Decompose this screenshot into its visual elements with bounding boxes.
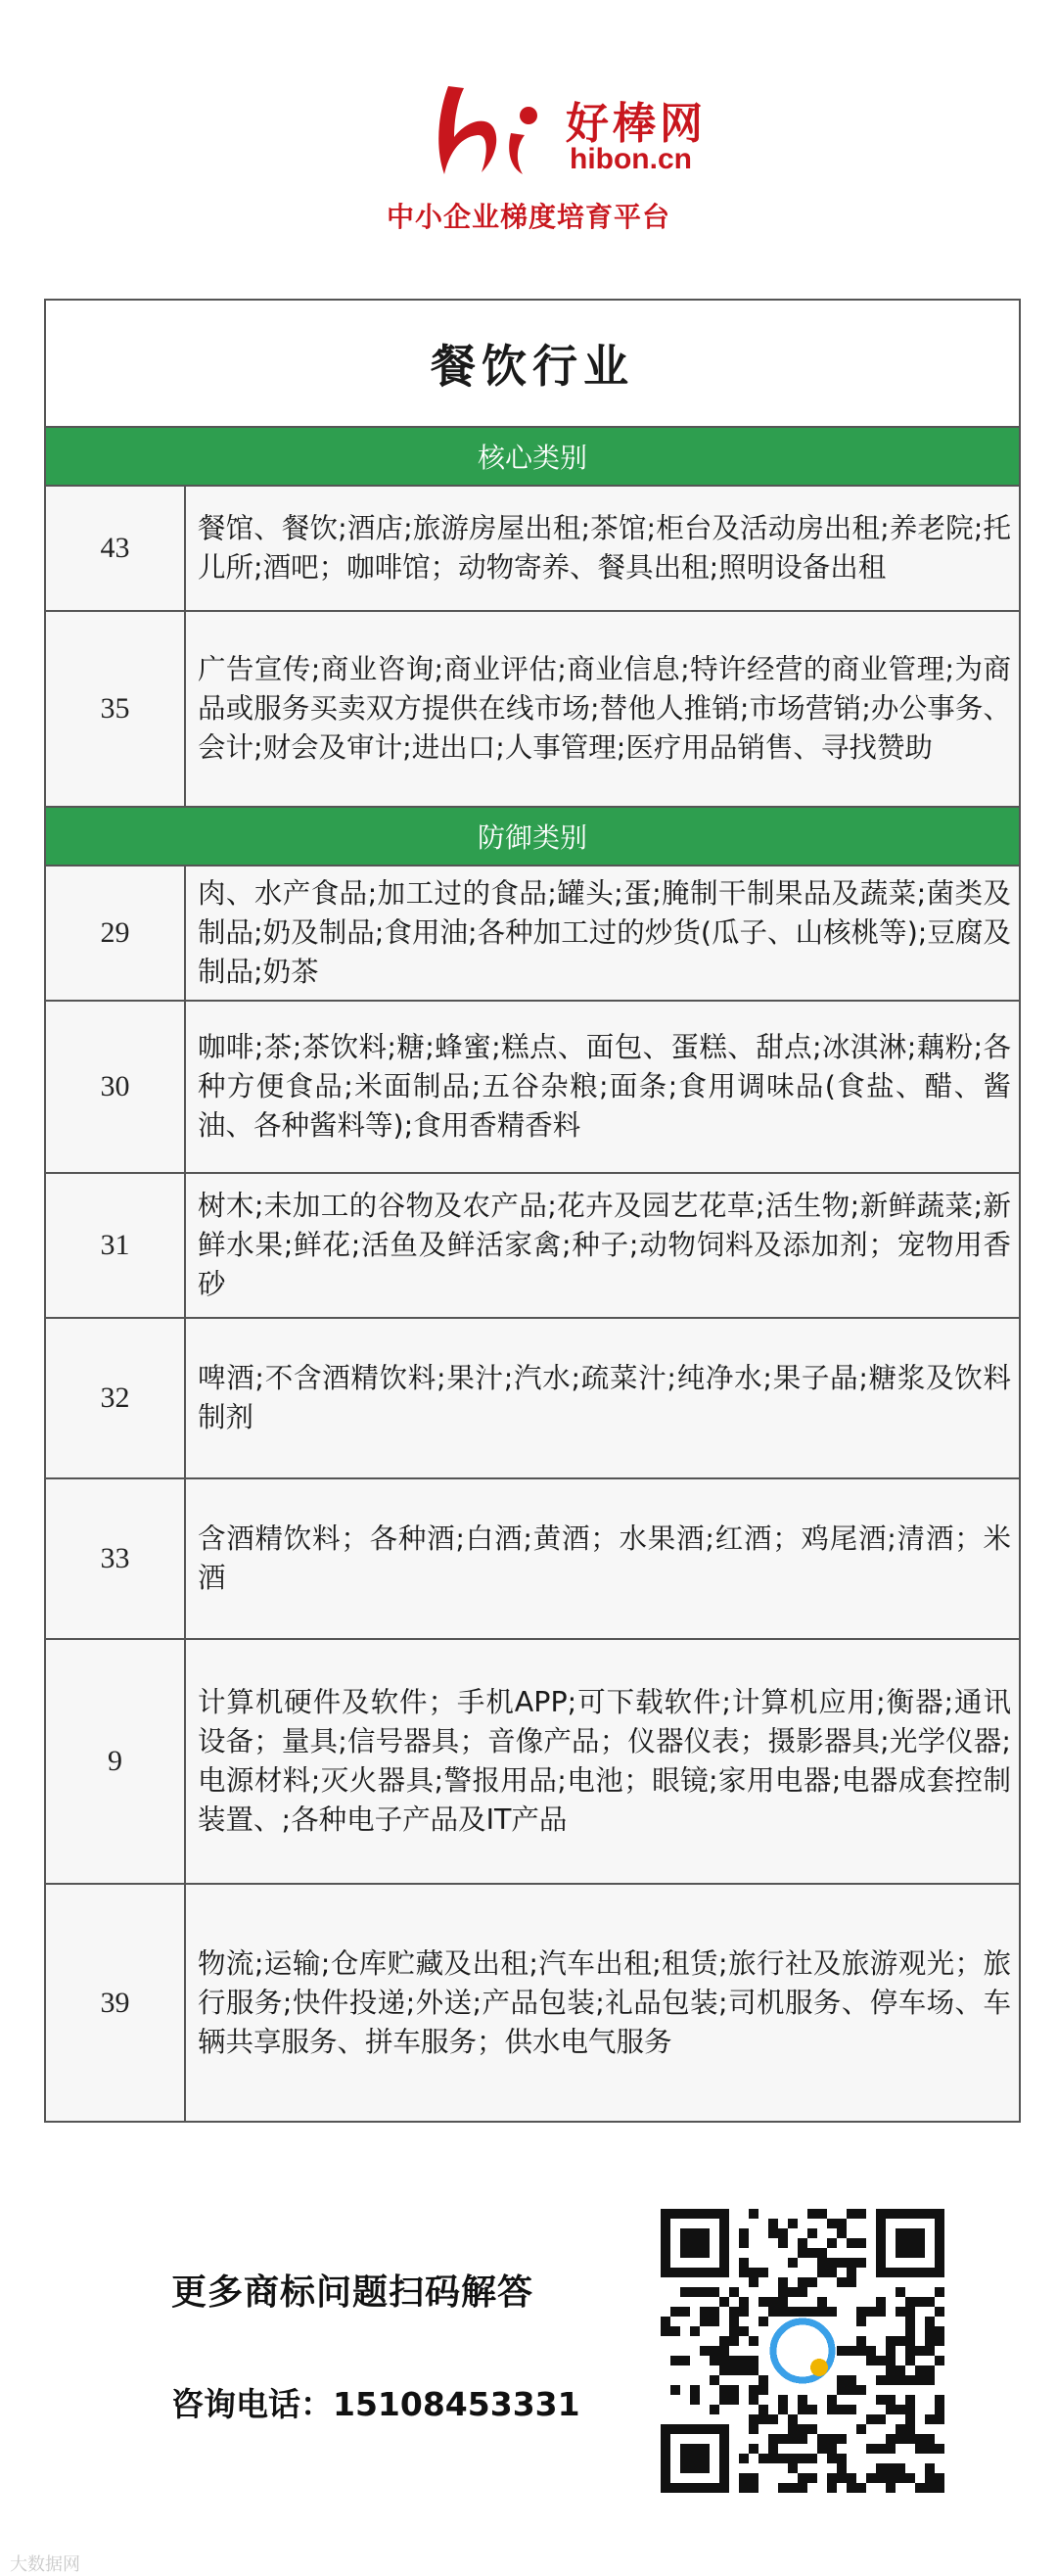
class-number: 32 — [46, 1319, 186, 1477]
class-number: 43 — [46, 487, 186, 610]
class-description: 含酒精饮料；各种酒;白酒;黄酒；水果酒;红酒；鸡尾酒;清酒；米酒 — [198, 1522, 1011, 1594]
table-row — [46, 1640, 1019, 1885]
table-row — [46, 1002, 1019, 1174]
brand-name: 好棒网 — [566, 99, 707, 149]
class-description: 计算机硬件及软件；手机APP;可下载软件;计算机应用;衡器;通讯设备；量具;信号器具；音像产品；仪器仪表；摄影器具;光学仪器;电源材料;灭火器具;警报用品;电池；眼镜;家用电器;电器成套控制装置、;各种电子产品及IT产品 — [198, 1686, 1011, 1836]
table-row — [46, 866, 1019, 1002]
class-description: 啤酒;不含酒精饮料;果汁;汽水;疏菜汁;纯净水;果子晶;糖浆及饮料制剂 — [198, 1362, 1011, 1433]
class-number: 9 — [46, 1640, 186, 1883]
table-row — [46, 1174, 1019, 1319]
class-description: 物流;运输;仓库贮藏及出租;汽车出租;租赁;旅行社及旅游观光；旅行服务;快件投递;外送;产品包装;礼品包装;司机服务、停车场、车辆共享服务、拼车服务；供水电气服务 — [198, 1946, 1011, 2058]
brand-domain: hibon.cn — [570, 143, 692, 175]
qr-caption: 更多商标问题扫码解答 — [171, 2272, 534, 2313]
footer — [0, 2123, 1057, 2573]
section-header-defensive: 防御类别 — [46, 808, 1019, 866]
header — [0, 0, 1057, 294]
brand-slogan: 中小企业梯度培育平台 — [386, 201, 670, 233]
qr-code-icon[interactable] — [661, 2209, 944, 2493]
class-number: 35 — [46, 612, 186, 806]
class-number: 30 — [46, 1002, 186, 1172]
class-number: 31 — [46, 1174, 186, 1317]
table-row — [46, 487, 1019, 612]
class-number: 33 — [46, 1479, 186, 1638]
category-table — [44, 299, 1021, 2123]
table-row — [46, 1885, 1019, 2121]
class-description: 肉、水产食品;加工过的食品;罐头;蛋;腌制干制果品及蔬菜;菌类及制品;奶及制品;食用油;各种加工过的炒货(瓜子、山核桃等);豆腐及制品;奶茶 — [198, 877, 1011, 988]
table-title: 餐饮行业 — [46, 301, 1019, 428]
table-row — [46, 1479, 1019, 1640]
brand-logo[interactable] — [431, 78, 724, 186]
class-number: 29 — [46, 866, 186, 1000]
watermark: 大数据网 — [10, 2554, 80, 2575]
table-row — [46, 1319, 1019, 1479]
consult-phone[interactable]: 咨询电话：15108453331 — [171, 2385, 580, 2423]
class-number: 39 — [46, 1885, 186, 2121]
class-description: 餐馆、餐饮;酒店;旅游房屋出租;茶馆;柜台及活动房出租;养老院;托儿所;酒吧；咖啡馆；动物寄养、餐具出租;照明设备出租 — [198, 512, 1011, 584]
hi-logo-icon — [431, 78, 558, 186]
class-description: 广告宣传;商业咨询;商业评估;商业信息;特许经营的商业管理;为商品或服务买卖双方提供在线市场;替他人推销;市场营销;办公事务、会计;财会及审计;进出口;人事管理;医疗用品销售、寻找赞助 — [198, 653, 1011, 764]
table-row — [46, 612, 1019, 808]
class-description: 树木;未加工的谷物及农产品;花卉及园艺花草;活生物;新鲜蔬菜;新鲜水果;鲜花;活鱼及鲜活家禽;种子;动物饲料及添加剂；宠物用香砂 — [198, 1190, 1011, 1300]
class-description: 咖啡;茶;茶饮料;糖;蜂蜜;糕点、面包、蛋糕、甜点;冰淇淋;藕粉;各种方便食品;米面制品;五谷杂粮;面条;食用调味品(食盐、醋、酱油、各种酱料等);食用香精香料 — [198, 1031, 1011, 1142]
section-header-core: 核心类别 — [46, 428, 1019, 487]
